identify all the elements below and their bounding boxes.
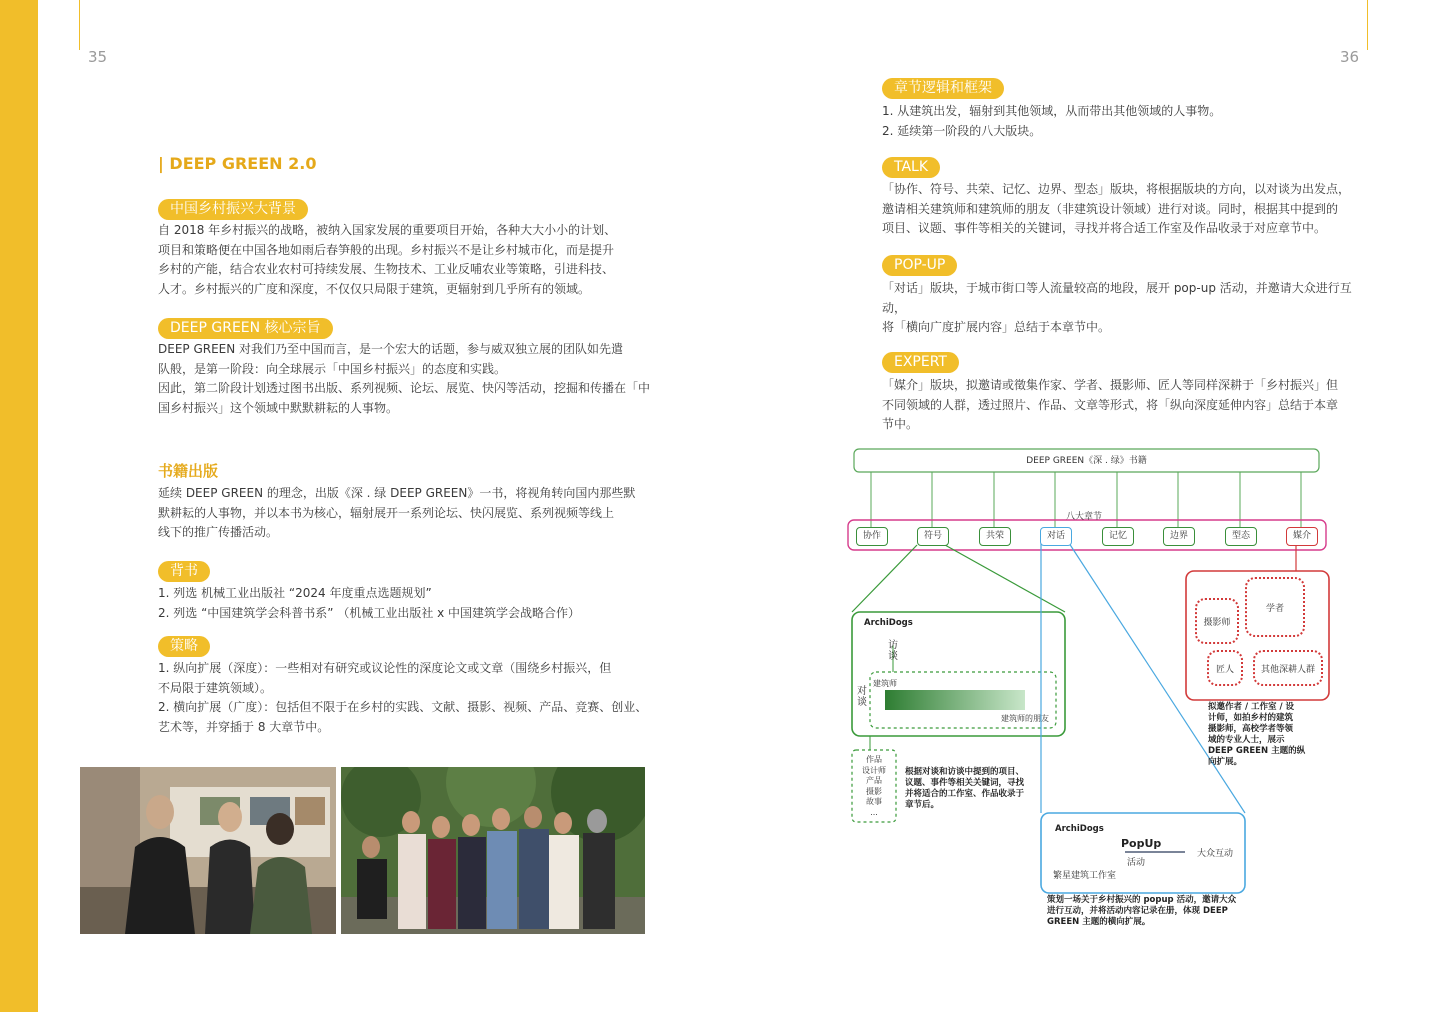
text-line: 项目和策略便在中国各地如雨后春笋般的出现。乡村振兴不是让乡村城市化，而是提升 xyxy=(158,242,615,257)
text-line: 自 2018 年乡村振兴的战略，被纳入国家发展的重要项目开始，各种大大小小的计划、 xyxy=(158,223,617,237)
note-line: 并将适合的工作室、作品收录于 xyxy=(905,789,1025,799)
text-line: DEEP GREEN 对我们乃至中国而言，是一个宏大的话题，参与威双独立展的团队如先遣 xyxy=(158,342,624,356)
text-line: 默耕耘的人事物，并以本书为核心，辐射展开一系列论坛、快闪展览、系列视频等线上 xyxy=(158,505,615,520)
text-line: 人才。乡村振兴的广度和深度，不仅仅只局限于建筑，更辐射到几乎所有的领域。 xyxy=(158,281,591,296)
chapter-node: 记忆 xyxy=(1102,527,1134,546)
note-line: GREEN 主题的横向扩展。 xyxy=(1047,917,1151,927)
talk-paragraph xyxy=(882,180,1372,239)
page-number-left: 35 xyxy=(88,48,108,66)
popup-paragraph xyxy=(882,279,1372,338)
list-item: 2. 横向扩展（广度）：包括但不限于在乡村的实践、文献、摄影、视频、产品、竞赛、创业、 xyxy=(158,700,648,715)
right-top-rule xyxy=(1367,0,1368,50)
works-item: ... xyxy=(870,807,878,817)
chapter-node: 边界 xyxy=(1163,527,1195,546)
popup-public: 大众互动 xyxy=(1197,849,1234,859)
text-line: 不同领域的人群，透过照片、作品、文章等形式，将「纵向深度延伸内容」总结于本章 xyxy=(882,397,1339,412)
talk-brand: ArchiDogs xyxy=(864,618,913,628)
left-margin-bar xyxy=(0,0,38,1012)
heading-expert: EXPERT xyxy=(882,352,959,373)
text-line: 将「横向广度扩展内容」总结于本章节中。 xyxy=(882,320,1111,335)
text-line: 节中。 xyxy=(882,417,919,432)
works-item: 摄影 xyxy=(866,786,882,796)
media-craftsman: 匠人 xyxy=(1207,650,1243,686)
mission-paragraph xyxy=(158,340,658,418)
popup-studio: 繁星建筑工作室 xyxy=(1053,871,1117,881)
strategy-list xyxy=(158,659,658,737)
text-line: 「媒介」版块，拟邀请或徵集作家、学者、摄影师、匠人等同样深耕于「乡村振兴」但 xyxy=(882,378,1339,392)
list-item: 1. 纵向扩展（深度）：一些相对有研究或议论性的深度论文或文章（围绕乡村振兴，但 xyxy=(158,661,612,675)
framework-list xyxy=(882,102,1372,141)
list-item: 2. 延续第一阶段的八大版块。 xyxy=(882,123,1042,138)
photo-exhibition xyxy=(80,767,336,934)
list-item: 不局限于建筑领域）。 xyxy=(158,680,273,695)
text-line: 乡村的产能，结合农业农村可持续发展、生物技术、工业反哺农业等策略，引进科技、 xyxy=(158,262,615,277)
chapters-label: 八大章节 xyxy=(1066,512,1103,522)
heading-talk: TALK xyxy=(882,157,940,178)
heading-books: 书籍出版 xyxy=(158,462,219,480)
works-item: 设计师 xyxy=(862,765,886,775)
photo-group xyxy=(341,767,645,934)
chapter-node: 符号 xyxy=(917,527,949,546)
list-item: 1. 从建筑出发，辐射到其他领域，从而带出其他领域的人事物。 xyxy=(882,104,1222,118)
chapter-node: 型态 xyxy=(1225,527,1257,546)
dialogue-label: 对谈 xyxy=(857,686,867,708)
heading-endorse: 背书 xyxy=(158,561,210,582)
heading-popup: POP-UP xyxy=(882,255,957,276)
text-line: 因此，第二阶段计划透过图书出版、系列视频、论坛、展览、快闪等活动，挖掘和传播在「中 xyxy=(158,381,651,396)
chapter-node: 共荣 xyxy=(979,527,1011,546)
text-line: 「协作、符号、共荣、记忆、边界、型态」版块，将根据版块的方向，以对谈为出发点， xyxy=(882,182,1351,196)
list-item: 2. 列选 “中国建筑学会科普书系” （机械工业出版社 x 中国建筑学会战略合作） xyxy=(158,605,581,620)
book-title: DEEP GREEN《深 . 绿》书籍 xyxy=(1026,456,1147,466)
text-line: 邀请相关建筑师和建筑师的朋友（非建筑设计领域）进行对谈。同时，根据其中提到的 xyxy=(882,201,1339,216)
text-line: 线下的推广传播活动。 xyxy=(158,525,279,540)
interview-label: 访谈 xyxy=(888,640,898,662)
heading-strategy: 策略 xyxy=(158,636,210,657)
heading-mission: DEEP GREEN 核心宗旨 xyxy=(158,318,333,339)
expert-paragraph xyxy=(882,376,1372,435)
note-line: DEEP GREEN 主题的纵 xyxy=(1208,746,1306,756)
works-item: 作品 xyxy=(866,755,882,764)
heading-framework: 章节逻辑和框架 xyxy=(882,78,1004,99)
friends-label: 建筑师的朋友 xyxy=(1001,714,1049,723)
note-line: 域的专业人士，展示 xyxy=(1208,735,1285,745)
popup-title: PopUp xyxy=(1121,837,1162,850)
note-line: 拟邀作者 / 工作室 / 设 xyxy=(1208,702,1295,712)
note-line: 议题、事件等相关关键词，寻找 xyxy=(905,778,1025,788)
chapter-node: 协作 xyxy=(856,527,888,546)
popup-brand: ArchiDogs xyxy=(1055,824,1104,834)
section-title: | DEEP GREEN 2.0 xyxy=(158,154,317,173)
left-top-rule xyxy=(79,0,80,50)
text-line: 国乡村振兴」这个领域中默默耕耘的人事物。 xyxy=(158,400,399,415)
note-line: 根据对谈和访谈中提到的项目、 xyxy=(905,767,1025,777)
note-line: 向扩展。 xyxy=(1208,757,1243,767)
text-line: 「对话」版块，于城市街口等人流量较高的地段，展开 pop-up 活动，并邀请大众进行互动， xyxy=(882,281,1352,315)
heading-background: 中国乡村振兴大背景 xyxy=(158,199,308,220)
note-line: 章节后。 xyxy=(905,800,940,810)
works-item: 故事 xyxy=(866,797,882,806)
works-item: 产品 xyxy=(866,776,882,785)
note-line: 进行互动，并将活动内容记录在册，体现 DEEP xyxy=(1047,906,1228,916)
media-note xyxy=(1208,702,1305,768)
endorse-list xyxy=(158,584,658,623)
talk-note xyxy=(905,767,1024,811)
list-item: 1. 列选 机械工业出版社 “2024 年度重点选题规划” xyxy=(158,586,432,600)
note-line: 策划一场关于乡村振兴的 popup 活动，邀请大众 xyxy=(1047,895,1237,905)
text-line: 项目、议题、事件等相关的关键词，寻找并将合适工作室及作品收录于对应章节中。 xyxy=(882,221,1327,236)
popup-note xyxy=(1047,895,1236,928)
background-paragraph xyxy=(158,221,658,299)
page-number-right: 36 xyxy=(1340,48,1360,66)
note-line: 计师，如拍乡村的建筑 xyxy=(1208,713,1294,723)
works-list xyxy=(854,755,894,818)
framework-diagram xyxy=(845,440,1345,940)
text-line: 延续 DEEP GREEN 的理念，出版《深 . 绿 DEEP GREEN》一书，将视角转向国内那些默 xyxy=(158,486,636,500)
media-others: 其他深耕人群 xyxy=(1253,650,1323,686)
chapter-node: 媒介 xyxy=(1286,527,1318,546)
media-photographer: 摄影师 xyxy=(1195,598,1239,644)
books-paragraph xyxy=(158,484,658,543)
text-line: 队般，是第一阶段：向全球展示「中国乡村振兴」的态度和实践。 xyxy=(158,361,507,376)
media-scholar: 学者 xyxy=(1245,577,1305,637)
chapter-node: 对话 xyxy=(1040,527,1072,546)
popup-activity: 活动 xyxy=(1127,858,1146,868)
architect-label: 建筑师 xyxy=(873,679,897,688)
list-item: 艺术等，并穿插于 8 大章节中。 xyxy=(158,719,330,734)
note-line: 摄影师，高校学者等领 xyxy=(1208,724,1294,734)
